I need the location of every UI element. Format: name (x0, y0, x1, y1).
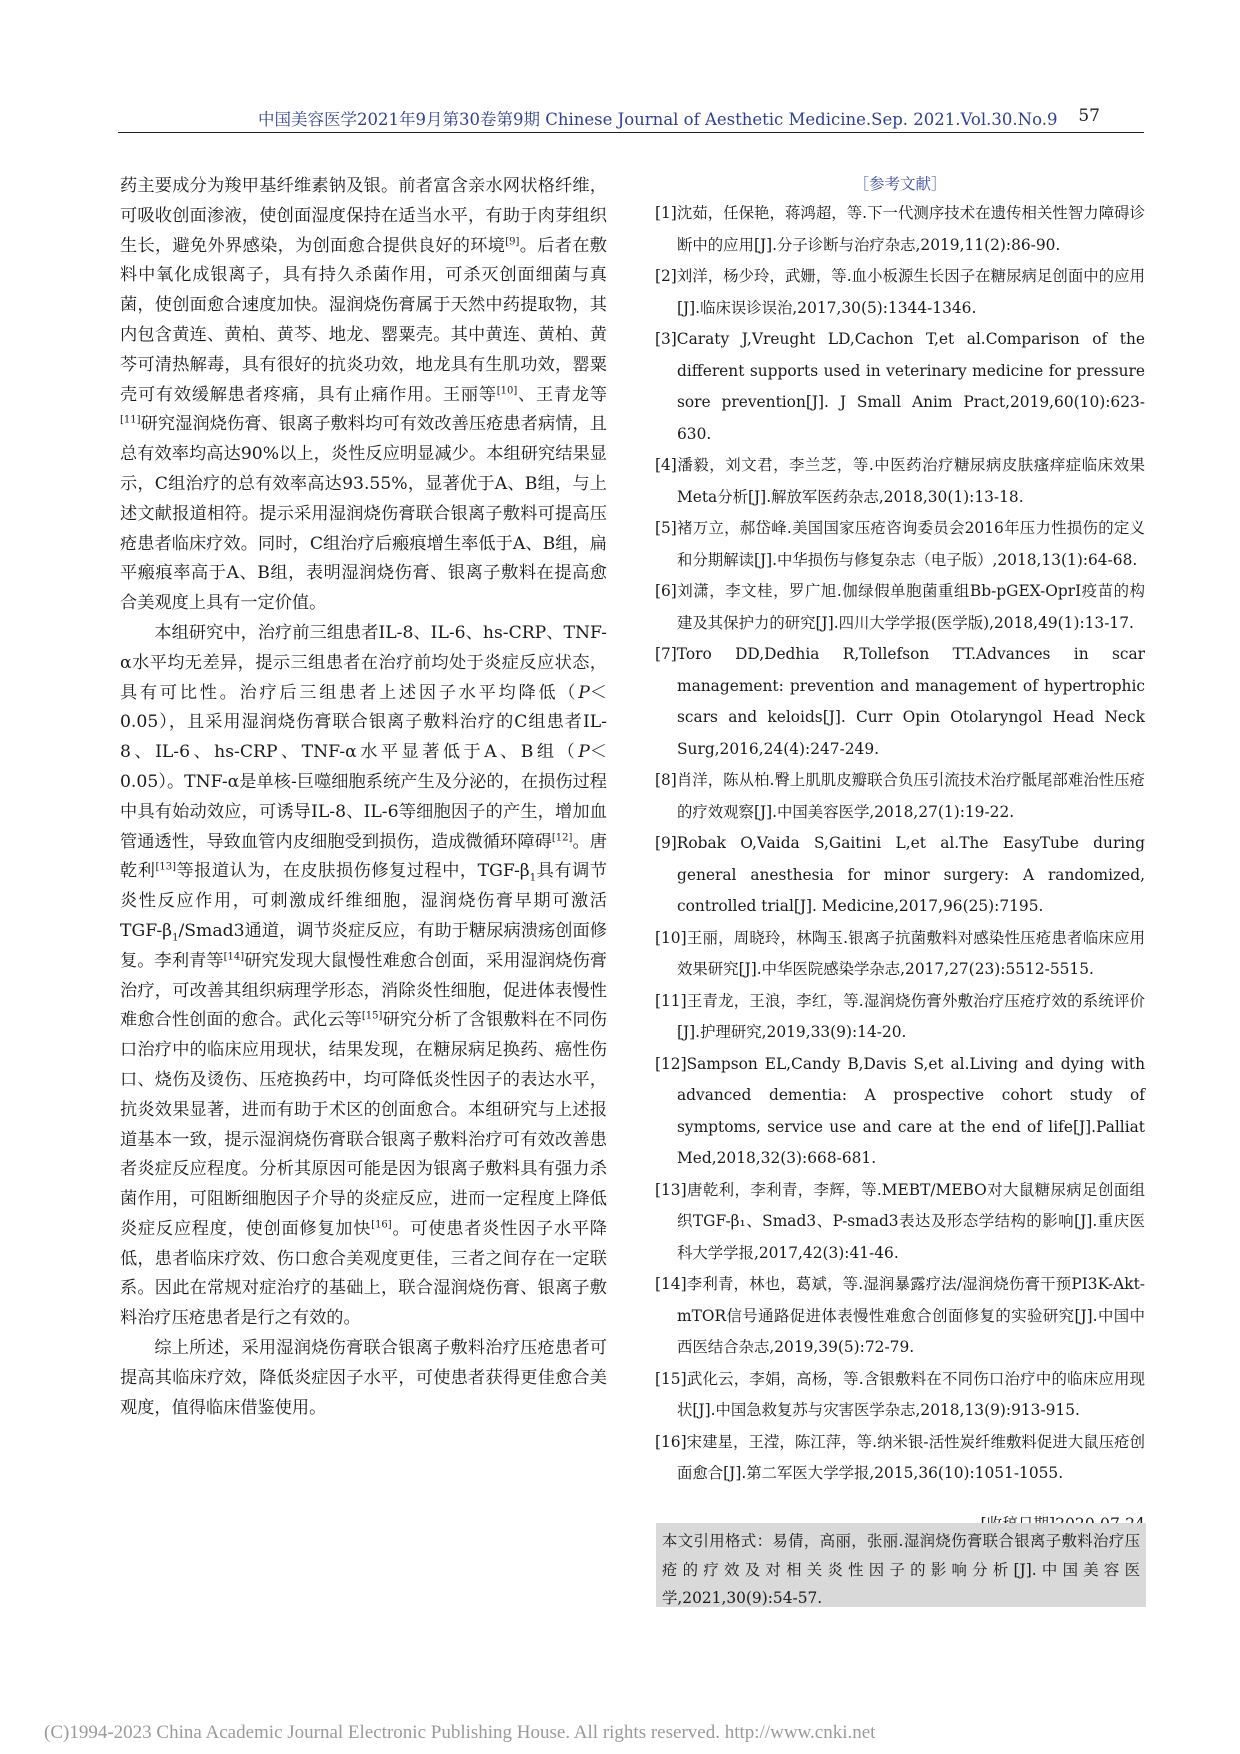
citation-ref: [9] (505, 235, 520, 247)
citation-ref: [10] (496, 384, 518, 396)
citation-ref: [15] (361, 1010, 383, 1022)
reference-item: [10]王丽，周晓玲，林陶玉.银离子抗菌敷料对感染性压疮患者临床应用效果研究[J].中华医院感染学杂志,2017,27(23):5512-5515. (655, 928, 1145, 978)
reference-item: [2]刘洋，杨少玲，武姗，等.血小板源生长因子在糖尿病足创面中的应用[J].临床误诊误治,2017,30(5):1344-1346. (655, 267, 1145, 317)
page-number: 57 (1078, 106, 1100, 126)
body-paragraph-3: 综上所述，采用湿润烧伤膏联合银离子敷料治疗压疮患者可提高其临床疗效，降低炎症因子水平，可使患者获得更佳愈合美观度，值得临床借鉴使用。 (120, 1338, 607, 1418)
reference-item: [12]Sampson EL,Candy B,Davis S,et al.Living and dying with advanced dementia: A prospective cohort study of symptoms, service use and care at the end of life[J].Palliat Med,2018,32(3):668-681. (655, 1054, 1145, 1167)
citation-ref: [12] (551, 831, 573, 843)
journal-title: 中国美容医学2021年9月第30卷第9期 Chinese Journal of Aesthetic Medicine.Sep. 2021.Vol.30.No.9 (258, 110, 1058, 129)
citation-format-box: 本文引用格式：易倩，高丽，张丽.湿润烧伤膏联合银离子敷料治疗压疮的疗效及对相关炎性因子的影响分析[J].中国美容医学,2021,30(9):54-57. (656, 1523, 1146, 1607)
reference-item: [6]刘潇，李文桂，罗广旭.伽绿假单胞菌重组Bb-pGEX-OprI疫苗的构建及其保护力的研究[J].四川大学学报(医学版),2018,49(1):13-17. (655, 582, 1145, 632)
reference-item: [1]沈茹，任保艳，蒋鸿超，等.下一代测序技术在遗传相关性智力障碍诊断中的应用[J].分子诊断与治疗杂志,2019,11(2):86-90. (655, 204, 1145, 254)
left-column (120, 172, 607, 1423)
reference-item: [3]Caraty J,Vreught LD,Cachon T,et al.Comparison of the different supports used in veterinary medicine for pressure sore prevention[J]. J Small Anim Pract,2019,60(10):623-630. (655, 330, 1145, 443)
reference-item: [4]潘毅，刘文君，李兰芝，等.中医药治疗糖尿病皮肤瘙痒症临床效果Meta分析[J].解放军医药杂志,2018,30(1):13-18. (655, 456, 1145, 506)
reference-item: [13]唐乾利，李利青，李辉，等.MEBT/MEBO对大鼠糖尿病足创面组织TGF-β₁、Smad3、P-smad3表达及形态学结构的影响[J].重庆医科大学学报,2017,42(3):41-46. (655, 1180, 1145, 1262)
reference-item: [5]褚万立，郝岱峰.美国国家压疮咨询委员会2016年压力性损伤的定义和分期解读[J].中华损伤与修复杂志（电子版）,2018,13(1):64-68. (655, 519, 1145, 569)
running-header (118, 104, 1144, 133)
citation-ref: [11] (120, 414, 141, 426)
citation-ref: [13] (155, 861, 176, 873)
reference-item: [8]肖洋，陈从柏.臀上肌肌皮瓣联合负压引流技术治疗骶尾部难治性压疮的疗效观察[J].中国美容医学,2018,27(1):19-22. (655, 771, 1145, 821)
reference-item: [14]李利青，林也，葛斌，等.湿润暴露疗法/湿润烧伤膏干预PI3K-Akt-mTOR信号通路促进体表慢性难愈合创面修复的实验研究[J].中国中西医结合杂志,2019,39(5):72-79. (655, 1275, 1145, 1356)
references-heading: ［参考文献］ (853, 175, 947, 193)
references-section (655, 172, 1145, 1534)
reference-item: [9]Robak O,Vaida S,Gaitini L,et al.The EasyTube during general anesthesia for minor surgery: A randomized, controlled trial[J]. Medicine,2017,96(25):7195. (655, 834, 1145, 915)
citation-ref: [14] (223, 950, 245, 962)
body-paragraph-2: 本组研究中，治疗前三组患者IL-8、IL-6、hs-CRP、TNF-α水平均无差异，提示三组患者在治疗前均处于炎症反应状态，具有可比性。治疗后三组患者上述因子水平均降低（P＜0.05），且采用湿润烧伤膏联合银离子敷料治疗的C组患者IL-8、IL-6、hs-CRP、TNF-α水平显著低于A、B组（P＜0.05）。TNF-α是单核-巨噬细胞系统产生及分泌的，在损伤过程中具有始动效应，可诱导IL-8、IL-6等细胞因子的产生，增加血管通透性，导致血管内皮细胞受到损伤，造成微循环障碍[12]。唐乾利[13]等报道认为，在皮肤损伤修复过程中，TGF-$\beta_1$具有调节炎性反应作用，可刺激成纤维细胞，湿润烧伤膏早期可激活TGF-$\beta_1/Smad3$通道，调节炎症反应，有助于糖尿病溃疡创面修复。李利青等[14]研究发现大鼠慢性难愈合创面，采用湿润烧伤膏治疗，可改善其组织病理学形态，消除炎性细胞，促进体表慢性难愈合性创面的愈合。武化云等[15]研究分析了含银敷料在不同伤口治疗中的临床应用现状，结果发现，在糖尿病足换药、癌性伤口、烧伤及烫伤、压疮换药中，均可降低炎性因子的表达水平，抗炎效果显著，进而有助于术区的创面愈合。本组研究与上述报道基本一致，提示湿润烧伤膏联合银离子敷料治疗可有效改善患者炎症反应程度。分析其原因可能是因为银离子敷料具有强力杀菌作用，可阻断细胞因子介导的炎症反应，进而一定程度上降低炎症反应程度，使创面修复加快[16]。可使患者炎性因子水平降低，患者临床疗效、伤口愈合美观度更佳，三者之间存在一定联系。因此在常规对症治疗的基础上，联合湿润烧伤膏、银离子敷料治疗压疮患者是行之有效的。 (120, 622, 607, 1329)
body-paragraph-1: 药主要成分为羧甲基纤维素钠及银。前者富含亲水网状格纤维，可吸收创面渗液，使创面湿度保持在适当水平，有助于肉芽组织生长，避免外界感染，为创面愈合提供良好的环境[9]。后者在敷料中氧化成银离子，具有持久杀菌作用，可杀灭创面细菌与真菌，使创面愈合速度加快。湿润烧伤膏属于天然中药提取物，其内包含黄连、黄柏、黄芩、地龙、罂粟壳。其中黄连、黄柏、黄芩可清热解毒，具有很好的抗炎功效，地龙具有生肌功效，罂粟壳可有效缓解患者疼痛，具有止痛作用。王丽等[10]、王青龙等[11]研究湿润烧伤膏、银离子敷料均可有效改善压疮患者病情，且总有效率均高达90%以上，炎性反应明显减少。本组研究结果显示，C组治疗的总有效率高达93.55%，显著优于A、B组，与上述文献报道相符。提示采用湿润烧伤膏联合银离子敷料可提高压疮患者临床疗效。同时，C组治疗后瘢痕增生率低于A、B组，扁平瘢痕率高于A、B组，表明湿润烧伤膏、银离子敷料在提高愈合美观度上具有一定价值。 (120, 176, 607, 614)
reference-item: [16]宋建星，王滢，陈江萍，等.纳米银-活性炭纤维敷料促进大鼠压疮创面愈合[J].第二军医大学学报,2015,36(10):1051-1055. (655, 1432, 1145, 1482)
reference-item: [15]武化云，李娟，高杨，等.含银敷料在不同伤口治疗中的临床应用现状[J].中国急救复苏与灾害医学杂志,2018,13(9):913-915. (655, 1369, 1145, 1419)
reference-item: [7]Toro DD,Dedhia R,Tollefson TT.Advances in scar management: prevention and management of hypertrophic scars and keloids[J]. Curr Opin Otolaryngol Head Neck Surg,2016,24(4):247-249. (655, 645, 1145, 758)
citation-ref: [16] (371, 1219, 392, 1231)
copyright-footer: (C)1994-2023 China Academic Journal Electronic Publishing House. All rights reserved. http://www.cnki.net (44, 1722, 876, 1743)
reference-item: [11]王青龙，王浪，李红，等.湿润烧伤膏外敷治疗压疮疗效的系统评价[J].护理研究,2019,33(9):14-20. (655, 991, 1145, 1041)
reference-list (655, 198, 1145, 1490)
